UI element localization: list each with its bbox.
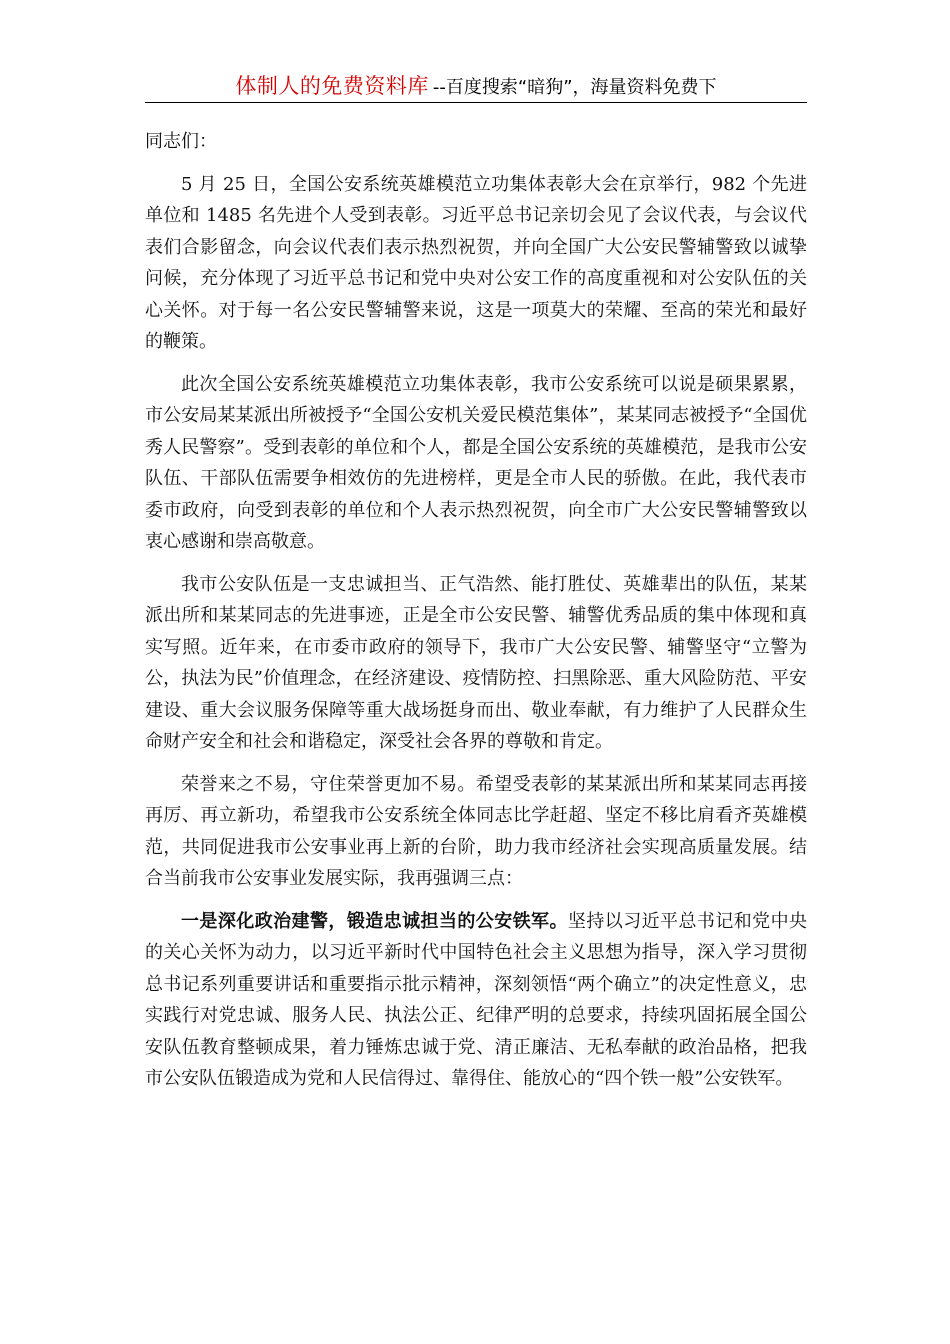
salutation: 同志们： xyxy=(145,131,217,152)
paragraph-3: 我市公安队伍是一支忠诚担当、正气浩然、能打胜仗、英雄辈出的队伍，某某派出所和某某同志的先进事迹，正是全市公安民警、辅警优秀品质的集中体现和真实写照。近年来，在市委市政府的领导下，我市广大公安民警、辅警坚守“立警为公，执法为民”价值理念，在经济建设、疫情防控、扫黑除恶、重大风险防范、平安建设、重大会议服务保障等重大战场挺身而出、敬业奉献，有力维护了人民群众生命财产安全和社会和谐稳定，深受社会各界的尊敬和肯定。 xyxy=(145,573,807,752)
paragraph-2: 此次全国公安系统英雄模范立功集体表彰，我市公安系统可以说是硕果累累，市公安局某某派出所被授予“全国公安机关爱民模范集体”，某某同志被授予“全国优秀人民警察”。受到表彰的单位和个人，都是全国公安系统的英雄模范，是我市公安队伍、干部队伍需要争相效仿的先进榜样，更是全市人民的骄傲。在此，我代表市委市政府，向受到表彰的单位和个人表示热烈祝贺，向全市广大公安民警辅警致以衷心感谢和崇高敬意。 xyxy=(145,373,807,552)
header-tagline: --百度搜索“暗狗”，海量资料免费下 xyxy=(432,77,717,98)
paragraph-4: 荣誉来之不易，守住荣誉更加不易。希望受表彰的某某派出所和某某同志再接再厉、再立新功，希望我市公安系统全体同志比学赶超、坚定不移比肩看齐英雄模范，共同促进我市公安事业再上新的台阶，助力我市经济社会实现高质量发展。结合当前我市公安事业发展实际，我再强调三点： xyxy=(145,773,807,889)
point-1-body: 坚持以习近平总书记和党中央的关心关怀为动力，以习近平新时代中国特色社会主义思想为指导，深入学习贯彻总书记系列重要讲话和重要指示批示精神，深刻领悟“两个确立”的决定性意义，忠实践行对党忠诚、服务人民、执法公正、纪律严明的总要求，持续巩固拓展全国公安队伍教育整顿成果，着力锤炼忠诚于党、清正廉洁、无私奉献的政治品格，把我市公安队伍锻造成为党和人民信得过、靠得住、能放心的“四个铁一般”公安铁军。 xyxy=(145,910,808,1089)
point-1-heading: 一是深化政治建警，锻造忠诚担当的公安铁军。 xyxy=(181,910,568,932)
paragraph-5 xyxy=(145,906,807,1095)
document-body xyxy=(145,126,807,1106)
page-header xyxy=(145,70,807,103)
header-brand: 体制人的免费资料库 xyxy=(235,74,429,98)
paragraph-1: 5 月 25 日，全国公安系统英雄模范立功集体表彰大会在京举行，982 个先进单位和 1485 名先进个人受到表彰。习近平总书记亲切会见了会议代表，与会议代表们合影留念，向会议代表们表示热烈祝贺，并向全国广大公安民警辅警致以诚挚问候，充分体现了习近平总书记和党中央对公安工作的高度重视和对公安队伍的关心关怀。对于每一名公安民警辅警来说，这是一项莫大的荣耀、至高的荣光和最好的鞭策。 xyxy=(145,173,807,352)
